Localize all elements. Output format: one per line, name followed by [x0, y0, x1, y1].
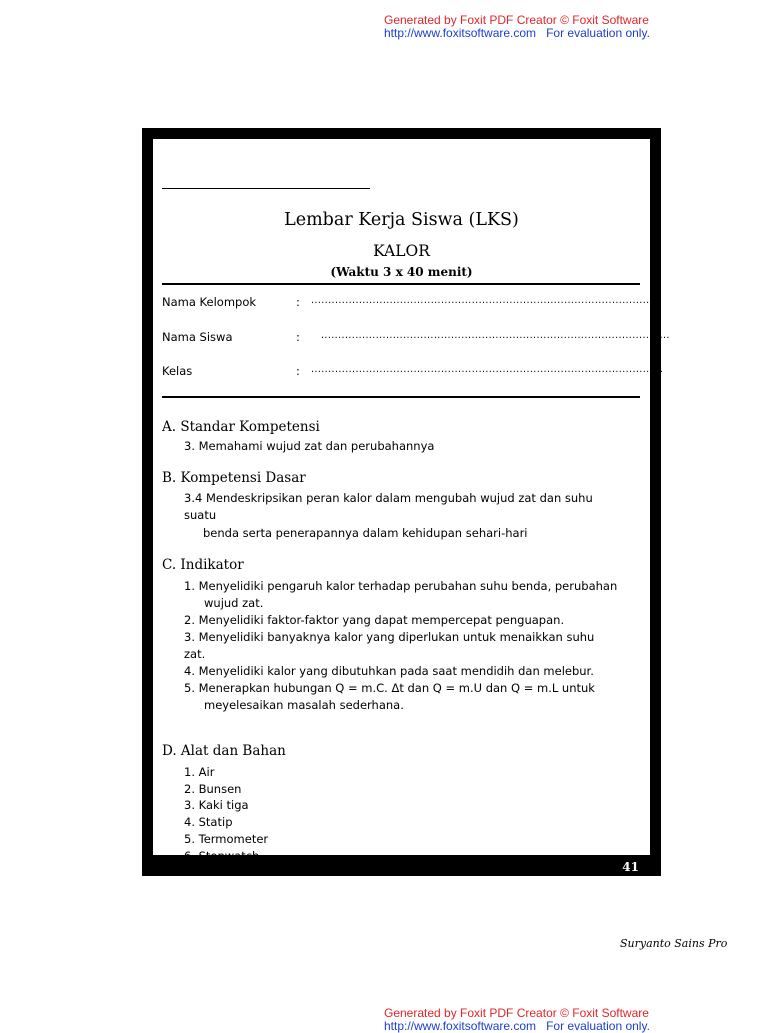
watermark-url[interactable]: http://www.foxitsoftware.com	[384, 26, 537, 40]
watermark-line1-bottom: Generated by Foxit PDF Creator © Foxit Software	[384, 1006, 649, 1020]
student-name-blank[interactable]: ......................................................................................................	[321, 330, 670, 341]
fields-divider	[162, 396, 640, 398]
foxit-watermark-top	[384, 14, 650, 40]
worksheet-duration: (Waktu 3 x 40 menit)	[330, 265, 473, 279]
watermark-eval: For evaluation only.	[546, 26, 650, 40]
section-b-line2: suatu	[184, 508, 217, 522]
watermark-line1: Generated by Foxit PDF Creator © Foxit Software	[384, 13, 649, 27]
indicator-line: 2. Menyelidiki faktor-faktor yang dapat mempercepat penguapan.	[184, 613, 565, 627]
watermark-eval-bottom: For evaluation only.	[546, 1019, 650, 1033]
indicator-line: meyelesaikan masalah sederhana.	[204, 698, 404, 712]
field-label-class: Kelas	[162, 364, 193, 378]
indicator-line: zat.	[184, 647, 206, 661]
indicator-line: 4. Menyelidiki kalor yang dibutuhkan pada saat mendidih dan melebur.	[184, 664, 594, 678]
indicator-line: 1. Menyelidiki pengaruh kalor terhadap perubahan suhu benda, perubahan	[184, 579, 618, 593]
indicator-line: wujud zat.	[204, 596, 264, 610]
top-rule	[162, 188, 370, 189]
page-frame	[142, 128, 670, 876]
material-item: 5. Termometer	[184, 832, 269, 846]
indicator-line: 3. Menyelidiki banyaknya kalor yang diperlukan untuk menaikkan suhu	[184, 630, 595, 644]
material-item: 4. Statip	[184, 815, 233, 829]
field-colon: :	[296, 295, 300, 309]
group-name-blank[interactable]: ......................................................................................................	[311, 295, 660, 306]
watermark-url-bottom[interactable]: http://www.foxitsoftware.com	[384, 1019, 537, 1033]
section-d-heading: D. Alat dan Bahan	[162, 743, 286, 759]
material-item: 2. Bunsen	[184, 782, 242, 796]
material-item: 3. Kaki tiga	[184, 798, 249, 812]
field-label-student: Nama Siswa	[162, 330, 233, 344]
header-divider	[162, 283, 640, 285]
foxit-watermark-bottom	[384, 1007, 650, 1033]
field-label-group: Nama Kelompok	[162, 295, 257, 309]
section-b-line1: 3.4 Mendeskripsikan peran kalor dalam mengubah wujud zat dan suhu	[184, 491, 593, 505]
section-a-heading: A. Standar Kompetensi	[162, 419, 320, 435]
page-number: 41	[622, 860, 639, 874]
field-colon: :	[296, 330, 300, 344]
material-item: 1. Air	[184, 765, 215, 779]
section-b-line3: benda serta penerapannya dalam kehidupan sehari-hari	[203, 526, 528, 540]
class-blank[interactable]: .......................................................................................................	[311, 364, 664, 375]
material-item-overflow: 7. Kassa	[184, 861, 233, 875]
field-colon: :	[296, 364, 300, 378]
author-signature: Suryanto Sains Pro	[620, 937, 728, 950]
section-c-heading: C. Indikator	[162, 557, 244, 573]
indicator-line: 5. Menerapkan hubungan Q = m.C. Δt dan Q = m.U dan Q = m.L untuk	[184, 681, 595, 695]
section-a-item: 3. Memahami wujud zat dan perubahannya	[184, 439, 435, 453]
worksheet-title: Lembar Kerja Siswa (LKS)	[284, 210, 519, 230]
worksheet-content	[153, 139, 670, 863]
material-item: 6. Stopwatch	[184, 849, 260, 863]
section-b-heading: B. Kompetensi Dasar	[162, 470, 306, 486]
worksheet-subject: KALOR	[373, 242, 430, 260]
